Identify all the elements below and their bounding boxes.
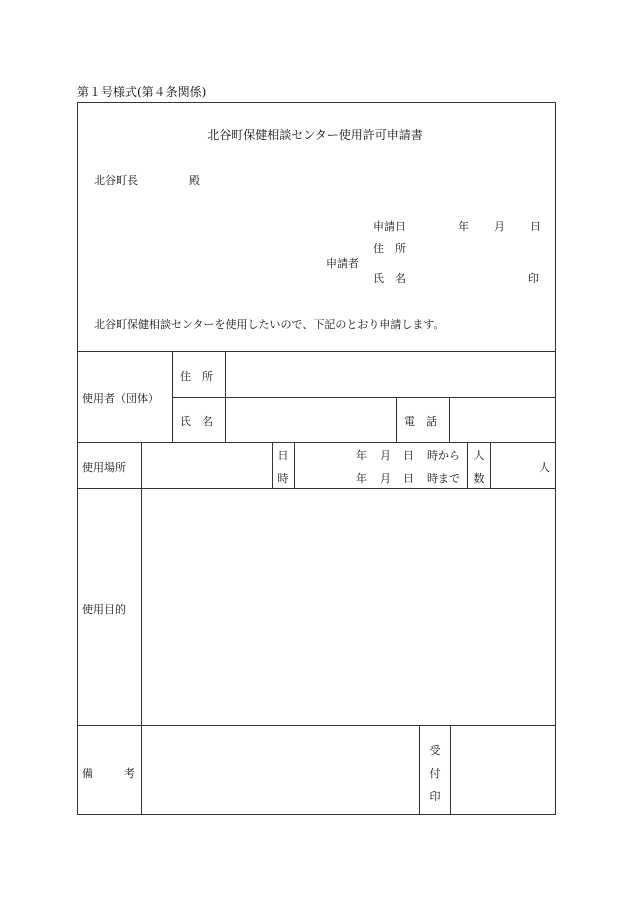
applicant-name-label: 氏 名 (373, 272, 406, 285)
remarks-label-left: 備 (82, 767, 93, 780)
col-phone-left (396, 397, 397, 442)
datetime-label-top: 日 (277, 449, 289, 462)
user-address-field[interactable] (226, 352, 555, 396)
place-label: 使用場所 (82, 461, 126, 474)
purpose-field[interactable] (142, 489, 555, 724)
application-statement: 北谷町保健相談センターを使用したいので、下記のとおり申請します。 (94, 318, 445, 331)
remarks-field[interactable] (142, 726, 418, 814)
form-title: 北谷町保健相談センター使用許可申請書 (207, 128, 423, 142)
col-datetime-right (294, 442, 295, 488)
count-label-bottom: 数 (473, 472, 485, 485)
from-month: 月 (380, 449, 391, 462)
from-year: 年 (356, 449, 367, 462)
to-month: 月 (380, 472, 391, 485)
user-name-label: 氏 名 (180, 415, 213, 428)
receipt-label-1: 受 (429, 744, 441, 757)
col-user-label (172, 351, 173, 442)
applicant-address-label: 住 所 (373, 242, 406, 255)
seal-label: 印 (528, 272, 539, 285)
receipt-stamp-area (451, 726, 555, 814)
from-day: 日 (403, 449, 414, 462)
form-number-label: 第１号様式(第４条関係) (77, 85, 207, 99)
addressee-honorific: 殿 (189, 174, 200, 187)
col-datetime-left (272, 442, 273, 488)
receipt-label-2: 付 (429, 767, 441, 780)
receipt-label-3: 印 (429, 790, 441, 803)
phone-label: 電 話 (404, 415, 437, 428)
application-month: 月 (494, 220, 505, 233)
datetime-label-bottom: 時 (277, 472, 289, 485)
purpose-label: 使用目的 (82, 603, 126, 616)
application-year: 年 (458, 220, 469, 233)
to-day: 日 (403, 472, 414, 485)
application-day: 日 (530, 220, 541, 233)
user-name-field[interactable] (226, 398, 395, 441)
user-group-label: 使用者（団体） (82, 392, 159, 405)
place-field[interactable] (142, 443, 271, 487)
remarks-label-right: 考 (124, 767, 135, 780)
to-suffix: 時まで (427, 472, 460, 485)
count-unit: 人 (539, 461, 550, 474)
phone-field[interactable] (450, 398, 555, 441)
from-suffix: 時から (427, 449, 460, 462)
to-year: 年 (356, 472, 367, 485)
application-date-label: 申請日 (373, 220, 406, 233)
count-label-top: 人 (473, 449, 485, 462)
col-count-left (467, 442, 468, 488)
col-count-right (490, 442, 491, 488)
user-address-label: 住 所 (180, 370, 213, 383)
col-receipt-left (419, 725, 420, 815)
applicant-label: 申請者 (326, 257, 359, 270)
addressee-name: 北谷町長 (94, 174, 138, 187)
